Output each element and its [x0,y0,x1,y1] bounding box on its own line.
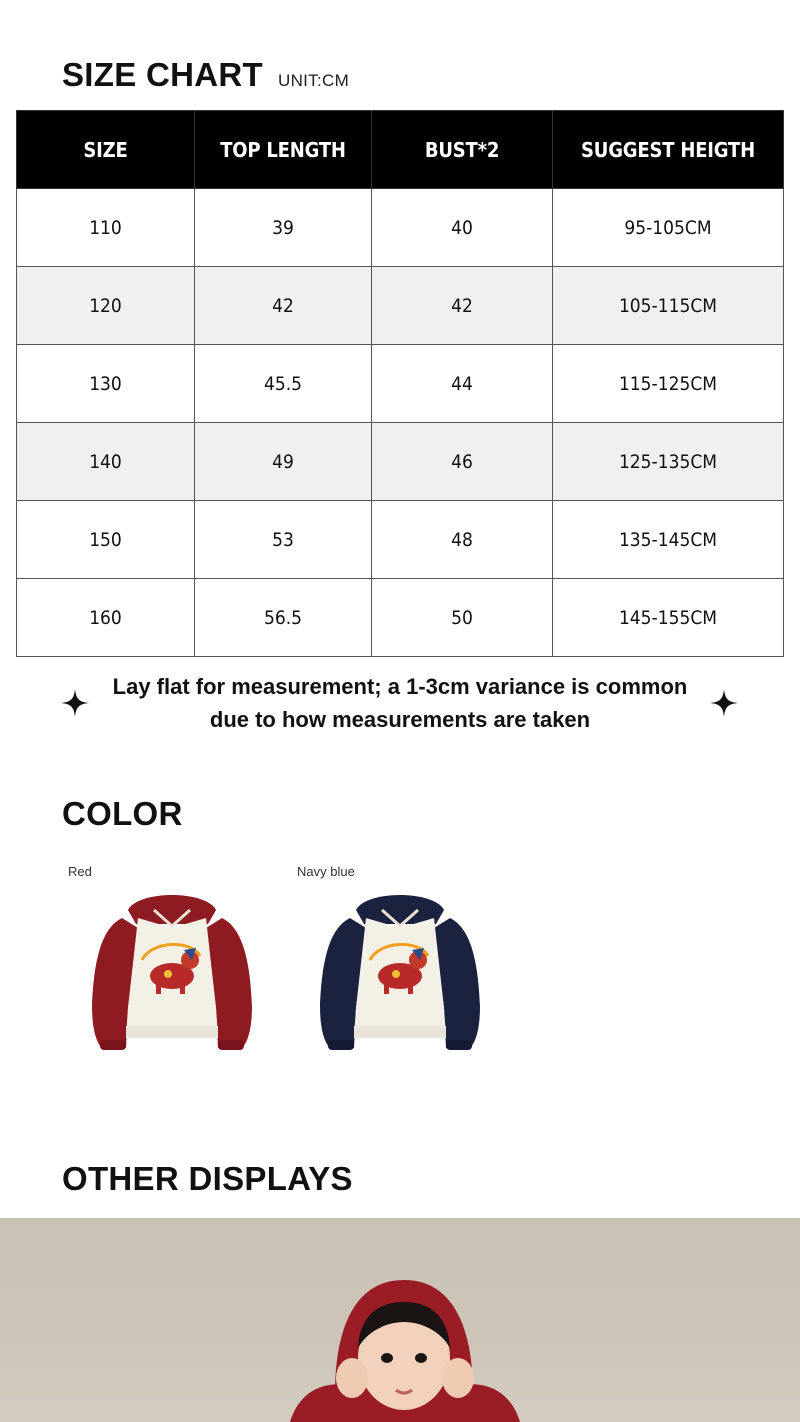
cell-size: 120 [17,267,195,345]
cell-bust: 50 [372,579,553,657]
cell-top-length: 39 [195,189,372,267]
table-header-row [17,111,784,189]
size-chart-title: SIZE CHART [62,56,263,93]
cell-suggest-height: 145-155CM [553,579,784,657]
cell-bust: 40 [372,189,553,267]
table-row [17,501,784,579]
cell-size: 130 [17,345,195,423]
header-bust: BUST*2 [372,111,553,189]
size-chart-heading [62,56,349,94]
table-row [17,345,784,423]
cell-suggest-height: 105-115CM [553,267,784,345]
cell-suggest-height: 135-145CM [553,501,784,579]
header-suggest-height: SUGGEST HEIGTH [553,111,784,189]
color-label-navy: Navy blue [297,864,355,879]
cell-size: 150 [17,501,195,579]
cell-bust: 42 [372,267,553,345]
size-chart-unit: UNIT:CM [278,71,350,90]
table-row [17,189,784,267]
table-row [17,267,784,345]
model-photo [0,1218,800,1422]
sparkle-icon [709,688,739,718]
cell-suggest-height: 95-105CM [553,189,784,267]
header-top-length: TOP LENGTH [195,111,372,189]
cell-top-length: 56.5 [195,579,372,657]
hoodie-red-image[interactable] [88,888,256,1063]
size-chart-table [16,110,784,657]
table-row [17,579,784,657]
other-displays-title: OTHER DISPLAYS [62,1160,353,1197]
header-size: SIZE [17,111,195,189]
sparkle-icon [60,688,90,718]
color-section-title: COLOR [62,795,183,832]
cell-top-length: 45.5 [195,345,372,423]
cell-size: 160 [17,579,195,657]
cell-size: 140 [17,423,195,501]
measurement-note-line-2: due to how measurements are taken [209,707,591,732]
cell-suggest-height: 125-135CM [553,423,784,501]
table-row [17,423,784,501]
cell-top-length: 53 [195,501,372,579]
cell-suggest-height: 115-125CM [553,345,784,423]
cell-top-length: 49 [195,423,372,501]
cell-size: 110 [17,189,195,267]
cell-top-length: 42 [195,267,372,345]
measurement-note-line-1: Lay flat for measurement; a 1-3cm variance is common [112,674,688,699]
cell-bust: 44 [372,345,553,423]
cell-bust: 46 [372,423,553,501]
hoodie-navy-image[interactable] [316,888,484,1063]
cell-bust: 48 [372,501,553,579]
measurement-note [100,670,700,736]
color-label-red: Red [68,864,92,879]
